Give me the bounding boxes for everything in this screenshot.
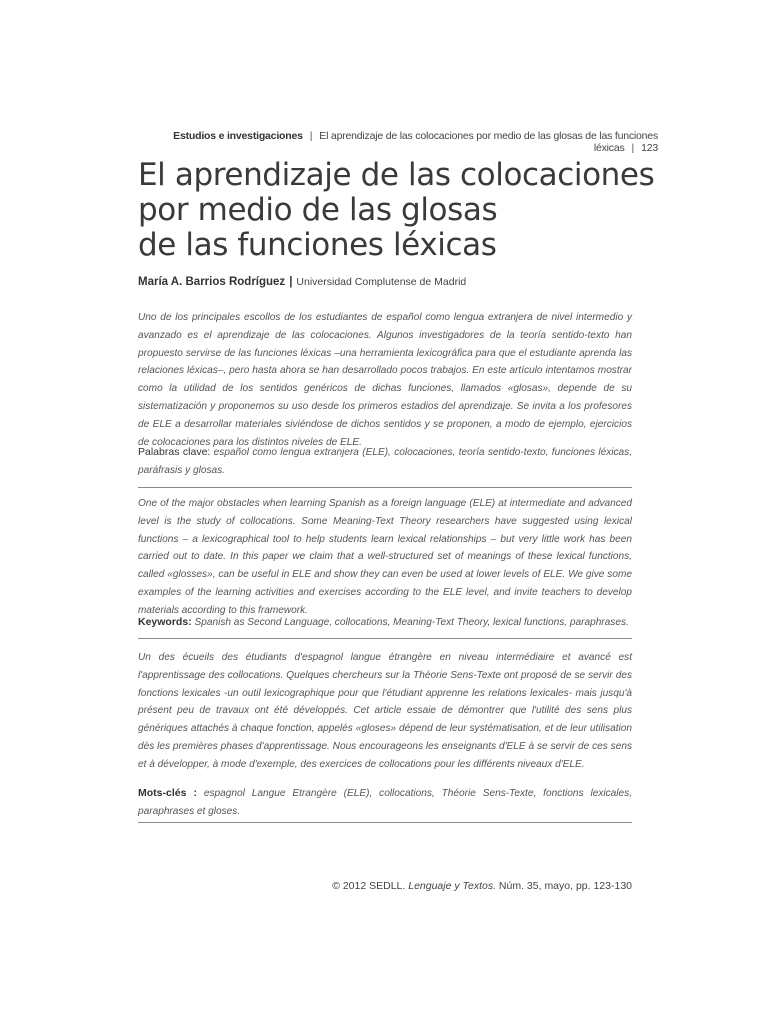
keywords-english [138, 614, 632, 632]
header-article-title: El aprendizaje de las colocaciones por medio de las glosas de las funciones léxicas [319, 130, 658, 154]
footer-issue: Núm. 35, mayo, pp. 123-130 [498, 880, 632, 892]
page-number: 123 [641, 142, 658, 154]
keywords-text-spanish: español como lengua extranjera (ELE), colocaciones, teoría sentido-texto, funciones léxicas, paráfrasis y glosas. [138, 447, 632, 476]
author-line [138, 276, 466, 288]
abstract-french: Un des écueils des étudiants d'espagnol langue étrangère en niveau intermédiaire et avancé est l'apprentissage des collocations. Quelques chercheurs sur la Théorie Sens-Texte ont proposé de se servir des fonctions lexicales -un outil lexicographique pour que l'étudiant apprenne les relations lexicales- mais jusqu'à présent peu de travaux ont été développés. Cet article essaie de démontrer que l'utilité des sens plus génériques attachés à chaque fonction, appelés «gloses» dépend de leur systématisation, et de leur utilisation dès les premières phases d'apprentissage. Nous encourageons les enseignants d'ELE à se servir de ces sens et à développer, à mode d'exemple, des exercices de collocations pour les différents niveaux d'ELE. [138, 652, 632, 770]
header-separator-2: | [631, 142, 635, 154]
article-title [138, 158, 658, 263]
keywords-text-french: espagnol Langue Etrangère (ELE), collocations, Théorie Sens-Texte, fonctions lexicales, paraphrases et gloses. [138, 788, 632, 817]
keywords-label-french: Mots-clés : [138, 787, 197, 799]
running-header [120, 130, 658, 154]
header-separator: | [309, 130, 313, 142]
abstract-spanish: Uno de los principales escollos de los estudiantes de español como lengua extranjera de nivel intermedio y avanzado es el aprendizaje de las colocaciones. Algunos investigadores de la teoría sentido-texto han propuesto servirse de las funciones léxicas –una herramienta lexicográfica para que el estudiante aprenda las relaciones léxicas–, pero hasta ahora se han desarrollado pocos trabajos. En este artículo intentamos mostrar como la utilidad de los sentidos genéricos de dichas funciones, llamados «glosas», depende de su sistematización y proponemos su uso desde los primeros estadios del aprendizaje. Se invita a los profesores de ELE a desarrollar materiales siviéndose de dichos sentidos y se proponen, a modo de ejemplo, ejercicios de colocaciones para los distintos niveles de ELE. [138, 312, 632, 448]
author-affiliation: Universidad Complutense de Madrid [296, 276, 467, 288]
footer-journal: Lenguaje y Textos. [408, 880, 496, 892]
title-line-2: por medio de las glosas [138, 192, 498, 228]
divider [138, 638, 632, 639]
title-line-1: El aprendizaje de las colocaciones [138, 157, 655, 193]
keywords-spanish [138, 444, 632, 480]
author-name: María A. Barrios Rodríguez [138, 276, 286, 288]
abstract-english: One of the major obstacles when learning Spanish as a foreign language (ELE) at intermediate and advanced level is the study of collocations. Some Meaning-Text Theory researchers have suggested using lexical functions – a lexicographical tool to help students learn lexical relationships – but very little work has been carried out to date. In this paper we claim that a well-structured set of meanings of these lexical functions, called «glosses», can be useful in ELE and show they can even be used at lower levels of ELE. We give some examples of the learning activities and exercises according to the ELE level, and invite teachers to develop materials according to this framework. [138, 498, 632, 616]
page-footer [332, 880, 632, 892]
keywords-label-english: Keywords: [138, 616, 192, 628]
divider [138, 487, 632, 488]
author-separator: | [289, 276, 293, 288]
title-line-3: de las funciones léxicas [138, 227, 497, 263]
keywords-french [138, 785, 632, 821]
footer-copyright: © 2012 SEDLL. [332, 880, 406, 892]
header-section: Estudios e investigaciones [173, 130, 303, 142]
keywords-text-english: Spanish as Second Language, collocations, Meaning-Text Theory, lexical functions, paraphrases. [194, 617, 629, 628]
keywords-label-spanish: Palabras clave: [138, 446, 211, 458]
divider [138, 822, 632, 823]
